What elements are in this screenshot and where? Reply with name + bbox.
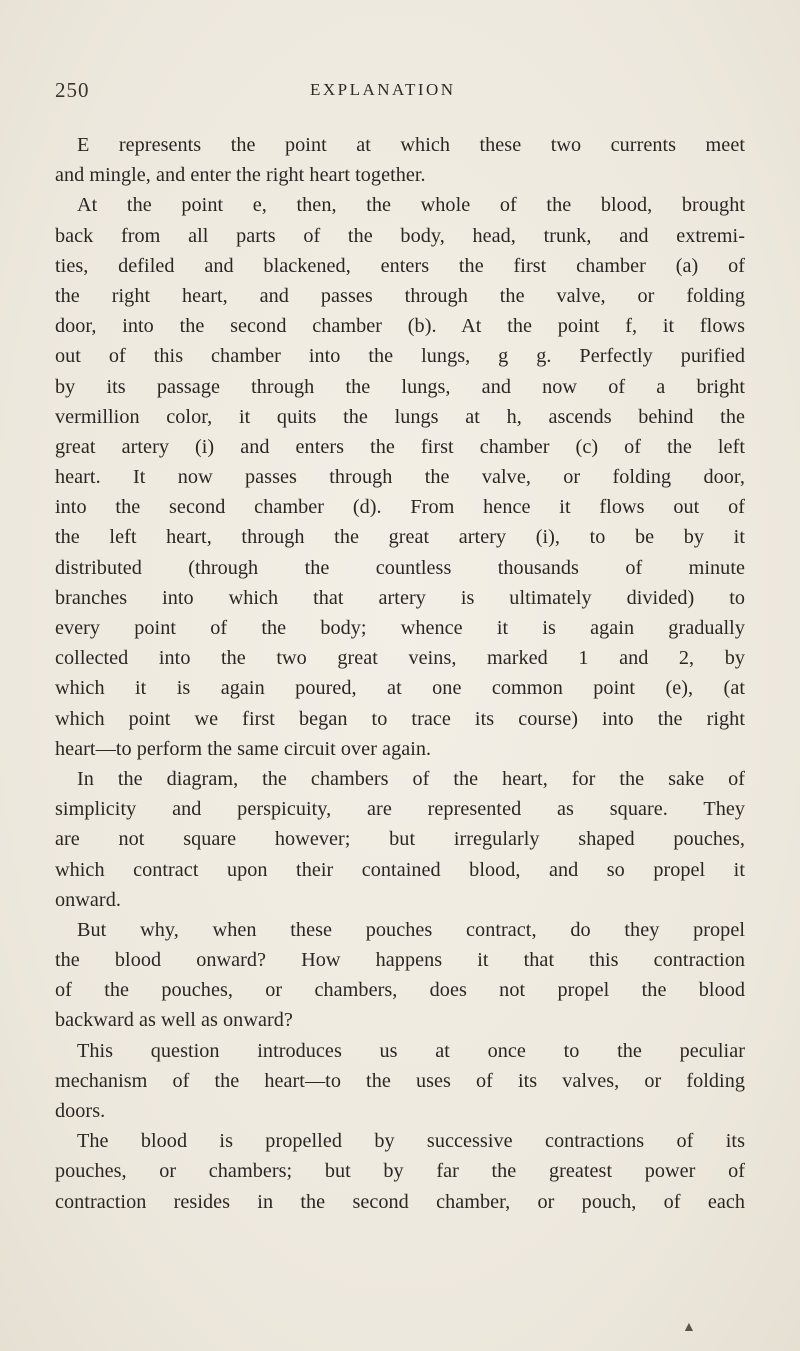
text-line: E represents the point at which these two currents meet [77,134,745,156]
text-line: by its passage through the lungs, and now of a bright [55,375,745,398]
text-line: distributed (through the countless thousands of minute [55,556,745,579]
text-line: vermillion color, it quits the lungs at h, ascends behind the [55,405,745,428]
text-line: great artery (i) and enters the first chamber (c) of the left [55,435,745,458]
text-line: the blood onward? How happens it that this contraction [55,949,745,972]
text-line: which point we first began to trace its course) into the right [55,707,745,730]
text-line: contraction resides in the second chamber, or pouch, of each [55,1190,745,1213]
page-number: 250 [55,78,90,102]
text-line: simplicity and perspicuity, are represented as square. They [55,798,745,821]
text-line: which it is again poured, at one common point (e), (at [55,677,745,700]
text-line: The blood is propelled by successive contractions of its [77,1130,745,1153]
body-text [55,130,745,1217]
text-line: out of this chamber into the lungs, g g. Perfectly purified [55,345,745,368]
text-line: heart. It now passes through the valve, or folding door, [55,466,745,489]
page-header [55,78,745,108]
printer-mark: ▲ [682,1320,696,1335]
text-line: ties, defiled and blackened, enters the first chamber (a) of [55,254,745,277]
running-head: EXPLANATION [310,80,456,99]
text-line: At the point e, then, the whole of the blood, brought [77,194,745,217]
text-line: onward. [55,888,121,911]
text-line: mechanism of the heart—to the uses of its valves, or folding [55,1069,745,1092]
text-line: of the pouches, or chambers, does not propel the blood [55,979,745,1002]
text-line: into the second chamber (d). From hence it flows out of [55,496,745,519]
text-line: heart—to perform the same circuit over again. [55,737,432,760]
text-line: This question introduces us at once to the peculiar [77,1039,745,1062]
text-line: In the diagram, the chambers of the heart, for the sake of [77,767,745,790]
text-line: collected into the two great veins, marked 1 and 2, by [55,647,745,670]
text-line: the left heart, through the great artery (i), to be by it [55,526,745,549]
text-line: door, into the second chamber (b). At the point f, it flows [55,315,745,338]
text-line: pouches, or chambers; but by far the greatest power of [55,1160,745,1183]
text-line: backward as well as onward? [55,1009,293,1032]
text-line: are not square however; but irregularly shaped pouches, [55,828,745,851]
text-line: and mingle, and enter the right heart together. [55,164,426,187]
text-line: branches into which that artery is ultimately divided) to [55,586,745,609]
text-line: doors. [55,1100,106,1122]
text-line: back from all parts of the body, head, trunk, and extremi- [55,224,745,247]
text-line: But why, when these pouches contract, do they propel [77,918,745,941]
text-line: which contract upon their contained blood, and so propel it [55,858,745,881]
text-line: the right heart, and passes through the valve, or folding [55,284,745,307]
text-line: every point of the body; whence it is again gradually [55,617,745,639]
